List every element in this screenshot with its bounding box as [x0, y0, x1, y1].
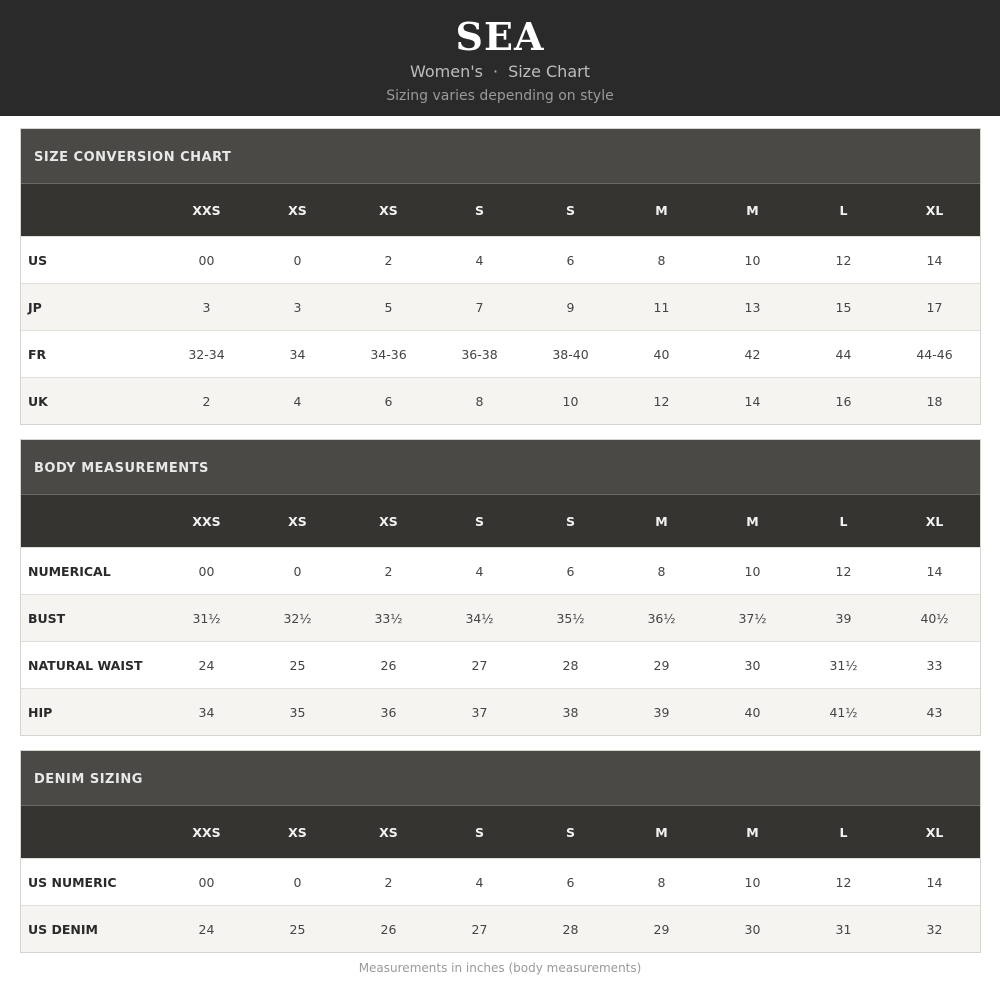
column-header: M: [616, 495, 707, 548]
table-row-us: [21, 237, 980, 284]
table-cell: 10: [525, 378, 616, 425]
body-measurements-section: [20, 439, 981, 736]
column-header: S: [525, 184, 616, 237]
table-cell: 10: [707, 237, 798, 284]
header-corner-cell: [21, 495, 161, 548]
table-cell: 38: [525, 689, 616, 736]
column-header: L: [798, 806, 889, 859]
table-cell: 25: [252, 642, 343, 689]
column-header: S: [434, 495, 525, 548]
table-cell: 2: [343, 237, 434, 284]
table-cell: 34: [161, 689, 252, 736]
table-cell: 4: [434, 237, 525, 284]
table-cell: 27: [434, 906, 525, 953]
table-cell: 14: [889, 859, 980, 906]
table-cell: 34-36: [343, 331, 434, 378]
column-header: XS: [252, 184, 343, 237]
table-cell: 34½: [434, 595, 525, 642]
table-cell: 6: [525, 859, 616, 906]
table-cell: 00: [161, 859, 252, 906]
category-label: Women's: [410, 62, 483, 81]
column-header: M: [707, 806, 798, 859]
column-header: S: [525, 806, 616, 859]
size-conversion-section: [20, 128, 981, 425]
table-row-uk: [21, 378, 980, 425]
table-cell: 6: [343, 378, 434, 425]
table-cell: 32: [889, 906, 980, 953]
table-cell: 2: [343, 859, 434, 906]
table-cell: 39: [616, 689, 707, 736]
column-header: S: [434, 806, 525, 859]
table-cell: 33½: [343, 595, 434, 642]
table-cell: 40½: [889, 595, 980, 642]
table-cell: 30: [707, 642, 798, 689]
table-cell: 17: [889, 284, 980, 331]
column-header: XS: [343, 184, 434, 237]
table-cell: 00: [161, 237, 252, 284]
row-label: US DENIM: [21, 906, 161, 953]
column-header: L: [798, 495, 889, 548]
table-cell: 27: [434, 642, 525, 689]
column-header: M: [707, 495, 798, 548]
table-cell: 4: [252, 378, 343, 425]
column-header: XS: [343, 806, 434, 859]
row-label: UK: [21, 378, 161, 425]
table-cell: 3: [161, 284, 252, 331]
table-cell: 8: [434, 378, 525, 425]
size-table: [21, 495, 980, 735]
table-cell: 24: [161, 642, 252, 689]
footnote: Measurements in inches (body measurements): [358, 961, 642, 975]
table-cell: 40: [616, 331, 707, 378]
table-cell: 25: [252, 906, 343, 953]
row-label: BUST: [21, 595, 161, 642]
table-cell: 37: [434, 689, 525, 736]
table-cell: 5: [343, 284, 434, 331]
table-cell: 44: [798, 331, 889, 378]
column-header: XS: [252, 806, 343, 859]
table-cell: 8: [616, 237, 707, 284]
table-cell: 26: [343, 642, 434, 689]
denim-sizing-section: [20, 750, 981, 953]
table-cell: 13: [707, 284, 798, 331]
table-cell: 36-38: [434, 331, 525, 378]
column-header: XXS: [161, 495, 252, 548]
section-title: BODY MEASUREMENTS: [21, 440, 980, 495]
table-cell: 14: [889, 548, 980, 595]
table-cell: 24: [161, 906, 252, 953]
table-cell: 31½: [798, 642, 889, 689]
size-table: [21, 184, 980, 424]
table-cell: 34: [252, 331, 343, 378]
table-cell: 4: [434, 859, 525, 906]
column-header: XXS: [161, 806, 252, 859]
table-cell: 37½: [707, 595, 798, 642]
page-tagline: Sizing varies depending on style: [386, 88, 614, 104]
table-cell: 38-40: [525, 331, 616, 378]
page-subtitle: [0, 62, 1000, 81]
table-header-row: [21, 495, 980, 548]
chart-name-label: Size Chart: [508, 62, 590, 81]
table-cell: 16: [798, 378, 889, 425]
table-cell: 14: [707, 378, 798, 425]
table-cell: 10: [707, 548, 798, 595]
table-cell: 33: [889, 642, 980, 689]
table-cell: 0: [252, 237, 343, 284]
table-cell: 30: [707, 906, 798, 953]
table-cell: 12: [798, 237, 889, 284]
column-header: XL: [889, 495, 980, 548]
table-cell: 7: [434, 284, 525, 331]
table-cell: 28: [525, 906, 616, 953]
table-cell: 35: [252, 689, 343, 736]
size-table: [21, 806, 980, 952]
table-cell: 4: [434, 548, 525, 595]
column-header: XS: [343, 495, 434, 548]
table-cell: 00: [161, 548, 252, 595]
table-row-natural-waist: [21, 642, 980, 689]
section-title: DENIM SIZING: [21, 751, 980, 806]
table-cell: 14: [889, 237, 980, 284]
table-cell: 12: [798, 859, 889, 906]
table-cell: 32½: [252, 595, 343, 642]
table-cell: 39: [798, 595, 889, 642]
table-cell: 41½: [798, 689, 889, 736]
table-cell: 32-34: [161, 331, 252, 378]
page-header: [0, 0, 1000, 116]
column-header: M: [616, 806, 707, 859]
column-header: XL: [889, 184, 980, 237]
table-cell: 42: [707, 331, 798, 378]
table-row-us-numeric: [21, 859, 980, 906]
column-header: M: [616, 184, 707, 237]
table-cell: 6: [525, 237, 616, 284]
column-header: L: [798, 184, 889, 237]
table-cell: 8: [616, 548, 707, 595]
table-cell: 31½: [161, 595, 252, 642]
table-row-us-denim: [21, 906, 980, 953]
table-cell: 36: [343, 689, 434, 736]
table-cell: 10: [707, 859, 798, 906]
table-cell: 2: [161, 378, 252, 425]
table-cell: 29: [616, 906, 707, 953]
row-label: HIP: [21, 689, 161, 736]
table-cell: 9: [525, 284, 616, 331]
table-cell: 12: [798, 548, 889, 595]
column-header: M: [707, 184, 798, 237]
table-cell: 35½: [525, 595, 616, 642]
table-cell: 6: [525, 548, 616, 595]
table-cell: 40: [707, 689, 798, 736]
table-row-numerical: [21, 548, 980, 595]
column-header: XS: [252, 495, 343, 548]
table-cell: 0: [252, 548, 343, 595]
table-cell: 36½: [616, 595, 707, 642]
table-cell: 12: [616, 378, 707, 425]
table-cell: 2: [343, 548, 434, 595]
table-cell: 11: [616, 284, 707, 331]
column-header: XXS: [161, 184, 252, 237]
row-label: JP: [21, 284, 161, 331]
table-row-bust: [21, 595, 980, 642]
section-title: SIZE CONVERSION CHART: [21, 129, 980, 184]
column-header: S: [434, 184, 525, 237]
table-cell: 29: [616, 642, 707, 689]
table-cell: 26: [343, 906, 434, 953]
row-label: US: [21, 237, 161, 284]
column-header: XL: [889, 806, 980, 859]
table-cell: 18: [889, 378, 980, 425]
row-label: FR: [21, 331, 161, 378]
table-cell: 3: [252, 284, 343, 331]
row-label: NATURAL WAIST: [21, 642, 161, 689]
table-cell: 8: [616, 859, 707, 906]
table-header-row: [21, 806, 980, 859]
table-cell: 28: [525, 642, 616, 689]
table-row-fr: [21, 331, 980, 378]
table-cell: 31: [798, 906, 889, 953]
header-corner-cell: [21, 184, 161, 237]
table-cell: 0: [252, 859, 343, 906]
brand-logo: SEA: [455, 14, 545, 59]
table-row-jp: [21, 284, 980, 331]
row-label: NUMERICAL: [21, 548, 161, 595]
table-cell: 43: [889, 689, 980, 736]
row-label: US NUMERIC: [21, 859, 161, 906]
separator-dot: ·: [492, 62, 499, 81]
table-row-hip: [21, 689, 980, 736]
table-cell: 15: [798, 284, 889, 331]
header-corner-cell: [21, 806, 161, 859]
table-cell: 44-46: [889, 331, 980, 378]
column-header: S: [525, 495, 616, 548]
table-header-row: [21, 184, 980, 237]
